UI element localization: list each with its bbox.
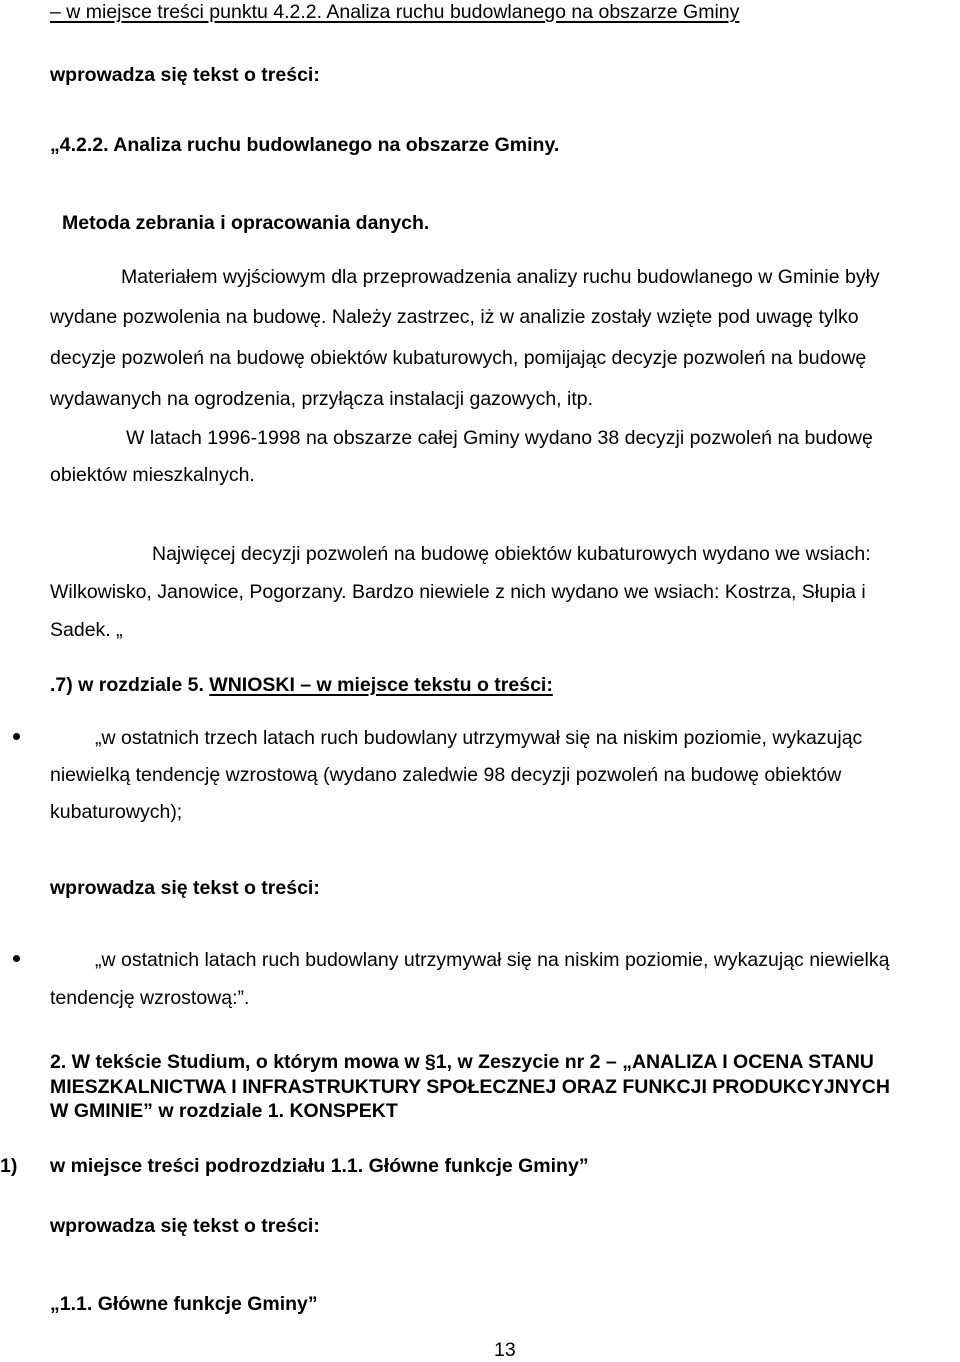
para3-line3: Sadek. „ [50, 619, 123, 641]
para1-line1: Materiałem wyjściowym dla przeprowadzenia analizy ruchu budowlanego w Gminie były [121, 266, 880, 288]
insert-label-1: wprowadza się tekst o treści: [50, 64, 320, 86]
point2-line1: 2. W tekście Studium, o którym mowa w §1, w Zeszycie nr 2 – „ANALIZA I OCENA STANU [50, 1051, 874, 1073]
bullet1-line2: niewielką tendencję wzrostową (wydano zaledwie 98 decyzji pozwoleń na budowę obiektów [50, 764, 842, 786]
page-number: 13 [494, 1339, 516, 1361]
para3-line2: Wilkowisko, Janowice, Pogorzany. Bardzo niewiele z nich wydano we wsiach: Kostrza, Słupia i [50, 581, 866, 603]
final-heading: „1.1. Główne funkcje Gminy” [50, 1293, 318, 1315]
bullet-dot-1 [13, 733, 20, 740]
bullet2-line1: „w ostatnich latach ruch budowlany utrzymywał się na niskim poziomie, wykazując niewielką [95, 949, 890, 971]
para1-line4: wydawanych na ogrodzenia, przyłącza instalacji gazowych, itp. [50, 388, 594, 410]
insert-label-2: wprowadza się tekst o treści: [50, 877, 320, 899]
para1-line3: decyzje pozwoleń na budowę obiektów kubaturowych, pomijając decyzje pozwoleń na budowę [50, 347, 867, 369]
insert-label-3: wprowadza się tekst o treści: [50, 1215, 320, 1237]
para2-line1: W latach 1996-1998 na obszarze całej Gminy wydano 38 decyzji pozwoleń na budowę [126, 427, 873, 449]
subpoint-7-prefix: .7) w rozdziale 5. [50, 674, 210, 696]
point2-line2: MIESZKALNICTWA I INFRASTRUKTURY SPOŁECZNEJ ORAZ FUNKCJI PRODUKCYJNYCH [50, 1076, 890, 1098]
subpoint-7 [50, 673, 553, 697]
para3-line1: Najwięcej decyzji pozwoleń na budowę obiektów kubaturowych wydano we wsiach: [152, 543, 871, 565]
bullet-dot-2 [13, 955, 20, 962]
item1-number: 1) [0, 1155, 18, 1177]
method-title: Metoda zebrania i opracowania danych. [62, 212, 430, 234]
bullet1-line1: „w ostatnich trzech latach ruch budowlany utrzymywał się na niskim poziomie, wykazując [95, 727, 863, 749]
subpoint-7-underlined: WNIOSKI – w miejsce tekstu o treści: [209, 674, 553, 696]
bullet1-line3: kubaturowych); [50, 801, 183, 823]
point2-line3: W GMINIE” w rozdziale 1. KONSPEKT [50, 1100, 398, 1122]
para1-line2: wydane pozwolenia na budowę. Należy zastrzec, iż w analizie zostały wzięte pod uwagę tylko [50, 306, 859, 328]
top-heading: – w miejsce treści punktu 4.2.2. Analiza ruchu budowlanego na obszarze Gminy [50, 1, 740, 23]
item1-text: w miejsce treści podrozdziału 1.1. Główne funkcje Gminy” [50, 1155, 589, 1177]
section-title: „4.2.2. Analiza ruchu budowlanego na obszarze Gminy. [50, 134, 560, 156]
bullet2-line2: tendencję wzrostową:”. [50, 987, 250, 1009]
para2-line2: obiektów mieszkalnych. [50, 464, 255, 486]
